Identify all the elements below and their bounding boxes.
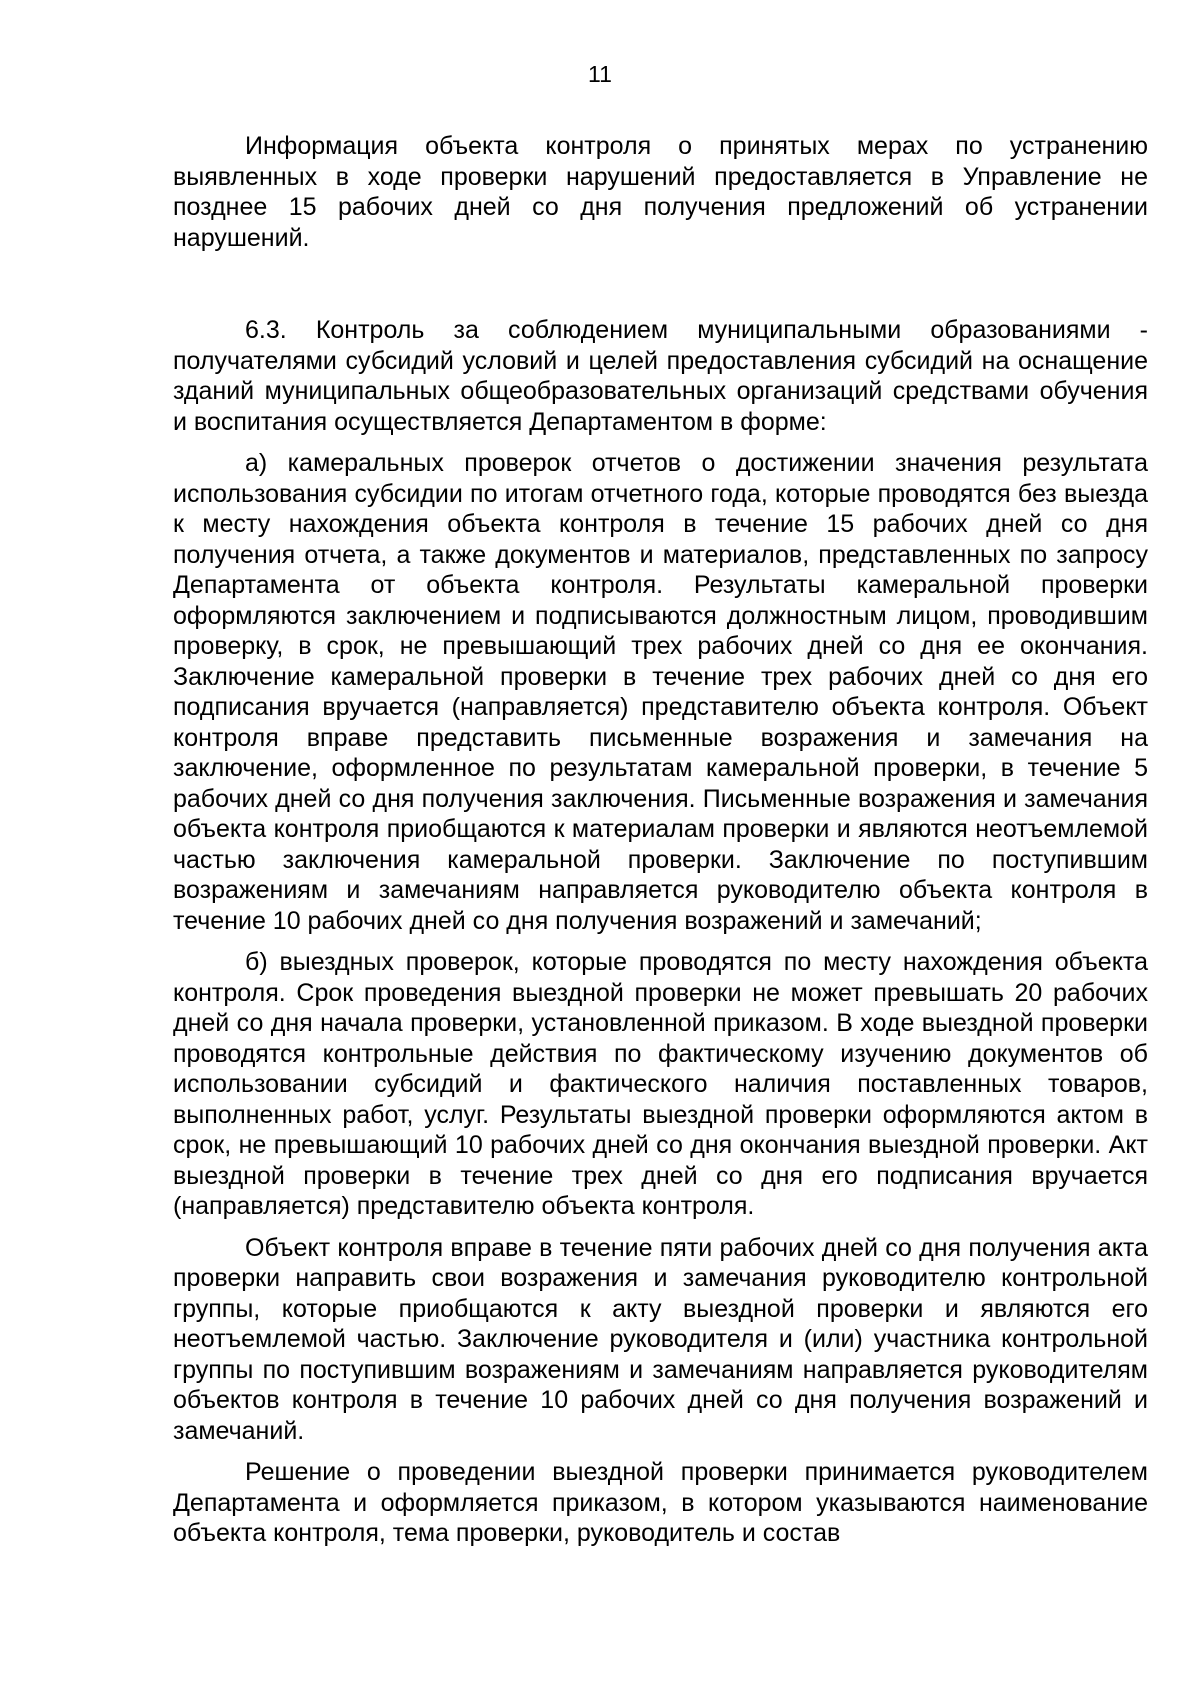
paragraph-item-a: а) камеральных проверок отчетов о достижении значения результата использования субсидии по итогам отчетного года, которые проводятся без выезда к месту нахождения объекта контроля в течение 15 рабочих дней со дня получения отчета, а также документов и материалов, представленных по запросу Департамента от объекта контроля. Результаты камеральной проверки оформляются заключением и подписываются должностным лицом, проводившим проверку, в срок, не превышающий трех рабочих дней со дня ее окончания. Заключение камеральной проверки в течение трех рабочих дней со дня его подписания вручается (направляется) представителю объекта контроля. Объект контроля вправе представить письменные возражения и замечания на заключение, оформленное по результатам камеральной проверки, в течение 5 рабочих дней со дня получения заключения. Письменные возражения и замечания объекта контроля приобщаются к материалам проверки и являются неотъемлемой частью заключения камеральной проверки. Заключение по поступившим возражениям и замечаниям направляется руководителю объекта контроля в течение 10 рабочих дней со дня получения возражений и замечаний; — [173, 449, 1148, 935]
document-body — [173, 131, 1148, 1549]
paragraph-objections: Объект контроля вправе в течение пяти рабочих дней со дня получения акта проверки направить свои возражения и замечания руководителю контрольной группы, которые приобщаются к акту выездной проверки и являются его неотъемлемой частью. Заключение руководителя и (или) участника контрольной группы по поступившим возражениям и замечаниям направляется руководителям объектов контроля в течение 10 рабочих дней со дня получения возражений и замечаний. — [173, 1233, 1148, 1445]
paragraph-decision: Решение о проведении выездной проверки принимается руководителем Департамента и оформляется приказом, в котором указываются наименование объекта контроля, тема проверки, руководитель и состав — [173, 1458, 1148, 1547]
paragraph-control-info: Информация объекта контроля о принятых мерах по устранению выявленных в ходе проверки нарушений предоставляется в Управление не позднее 15 рабочих дней со дня получения предложений об устранении нарушений. — [173, 132, 1148, 252]
page-number: 11 — [588, 61, 612, 87]
paragraph-6-3: 6.3. Контроль за соблюдением муниципальными образованиями - получателями субсидий условий и целей предоставления субсидий на оснащение зданий муниципальных общеобразовательных организаций средствами обучения и воспитания осуществляется Департаментом в форме: — [173, 316, 1148, 436]
paragraph-item-b: б) выездных проверок, которые проводятся по месту нахождения объекта контроля. Срок проведения выездной проверки не может превышать 20 рабочих дней со дня начала проверки, установленной приказом. В ходе выездной проверки проводятся контрольные действия по фактическому изучению документов об использовании субсидий и фактического наличия поставленных товаров, выполненных работ, услуг. Результаты выездной проверки оформляются актом в срок, не превышающий 10 рабочих дней со дня окончания выездной проверки. Акт выездной проверки в течение трех дней со дня его подписания вручается (направляется) представителю объекта контроля. — [173, 948, 1148, 1220]
